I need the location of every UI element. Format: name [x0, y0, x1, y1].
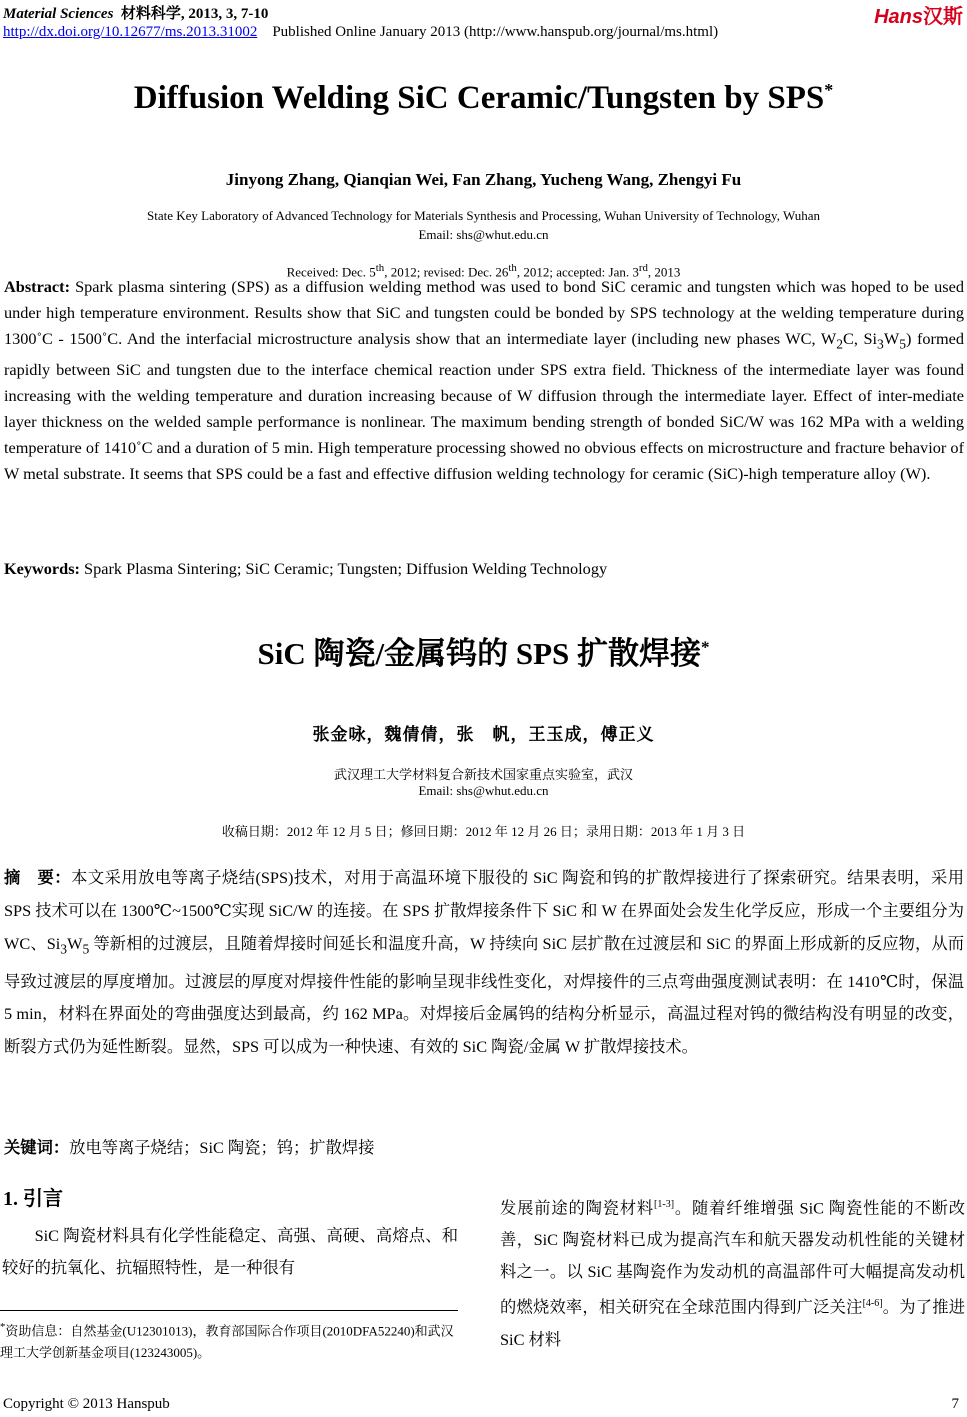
citation[interactable]: [1-3] — [654, 1199, 675, 1210]
zh-title-mark: * — [701, 637, 710, 657]
keywords-label: Keywords: — [4, 559, 80, 578]
footnote-text: 资助信息：自然基金(U12301013)，教育部国际合作项目(2010DFA52240)和武汉理工大学创新基金项目(123243005)。 — [0, 1323, 454, 1361]
keywords-text: Spark Plasma Sintering; SiC Ceramic; Tungsten; Diffusion Welding Technology — [79, 559, 608, 578]
title-footnote-mark: * — [824, 80, 834, 100]
date-part: Received: Dec. 5 — [286, 264, 376, 280]
text: 。随着纤维增强 SiC 陶瓷性能的不断改善，SiC 陶瓷材料已成为提高汽车和航天器发动机性能的关键材料之一。以 SiC 基陶瓷作为发动机的高温部件可大幅提高发动机的燃烧效率，相关研究在全球范围内得到广泛关注 — [500, 1198, 965, 1317]
sub: 3 — [877, 336, 884, 352]
title-text: Diffusion Welding SiC Ceramic/Tungsten by SPS — [133, 80, 825, 116]
zh-authors: 张金咏，魏倩倩，张 帆，王玉成，傅正义 — [312, 725, 655, 744]
sub: 3 — [60, 940, 68, 956]
abstract-text: ) formed rapidly between SiC and tungsten due to the interface chemical reaction under SPS extra field. Thickness of the intermediate layer was found increasing with the welding temperature and duration increasing because of W diffusion through the intermediate layer. Effect of inter-mediate layer thickness on the welded sample performance is nonlinear. The maximum bending strength of bonded SiC/W was 162 MPa with a welding temperature of 1410˚C and a duration of 5 min. High temperature processing showed no obvious effects on microstructure and fracture behavior of W metal substrate. It seems that SPS could be a fast and effective diffusion welding technology for ceramic (SiC)-high temperature alloy (W). — [4, 329, 964, 484]
date-sup: th — [508, 262, 517, 274]
citation[interactable]: [4-6] — [862, 1298, 883, 1310]
abstract — [4, 274, 964, 487]
zh-abstract-text: 等新相的过渡层，且随着焊接时间延长和温度升高，W 持续向 SiC 层扩散在过渡层和 SiC 的界面上形成新的反应物，从而导致过渡层的厚度增加。过渡层的厚度对焊接件性能的影响呈现非线性变化，对焊接件的三点弯曲强度测试表明：在 1410℃时，保温 5 min，材料在界面处的弯曲强度达到最高，约 162 MPa。对焊接后金属钨的结构分析显示，高温过程对钨的微结构没有明显的改变，断裂方式仍为延性断裂。显然，SPS 可以成为一种快速、有效的 SiC 陶瓷/金属 W 扩散焊接技术。 — [4, 933, 964, 1057]
journal-header — [3, 2, 268, 23]
abstract-text: Spark plasma sintering (SPS) as a diffusion welding method was used to bond SiC ceramic and tungsten which was hoped to be used under high temperature environment. Results show that SiC and tungsten could be bonded by SPS technology at the welding temperature during 1300˚C - 1500˚C. And the interfacial microstructure analysis show that an intermediate layer (including new phases WC, W — [4, 277, 964, 348]
sub: 2 — [836, 336, 843, 352]
zh-abstract-text: W — [67, 933, 83, 953]
footnote-divider — [0, 1310, 458, 1311]
date-part: , 2012; accepted: Jan. 3 — [516, 264, 639, 280]
publication-line — [3, 24, 718, 41]
footnote-mark: * — [0, 1321, 6, 1333]
authors: Jinyong Zhang, Qianqian Wei, Fan Zhang, Yucheng Wang, Zhengyi Fu — [225, 170, 742, 189]
date-part: , 2012; revised: Dec. 26 — [384, 264, 509, 280]
zh-keywords-label: 关键词： — [4, 1138, 70, 1157]
date-sup: th — [375, 262, 385, 274]
date-sup: rd — [638, 262, 648, 274]
paper-title — [0, 80, 967, 117]
zh-abstract-text: 本文采用放电等离子烧结(SPS)技术，对用于高温环境下服役的 SiC 陶瓷和钨的扩散焊接进行了探索研究。结果表明，采用 SPS 技术可以在 1300℃~1500℃实现 SiC/W 的连接。在 SPS 扩散焊接条件下 SiC 和 W 在界面处会发生化学反应，形成一个主要组分为 WC、Si — [4, 868, 964, 953]
text: 。为了推进 SiC 材料 — [500, 1297, 965, 1349]
zh-abstract-label: 摘 要： — [4, 868, 72, 887]
keywords — [4, 556, 964, 582]
text: 发展前途的陶瓷材料 — [500, 1198, 655, 1218]
zh-email: Email: shs@whut.edu.cn — [418, 783, 549, 798]
zh-keywords — [4, 1132, 964, 1165]
zh-affiliation: 武汉理工大学材料复合新技术国家重点实验室，武汉 — [333, 767, 633, 782]
hans-logo — [874, 0, 963, 29]
zh-keywords-text: 放电等离子烧结；SiC 陶瓷；钨；扩散焊接 — [69, 1138, 375, 1157]
page-number: 7 — [951, 1396, 959, 1412]
abstract-text: W — [883, 329, 900, 348]
intro-left-column: SiC 陶瓷材料具有化学性能稳定、高强、高硬、高熔点、和较好的抗氧化、抗辐照特性，是一种很有 — [2, 1226, 458, 1277]
journal-info: 材料科学, 2013, 3, 7-10 — [120, 6, 269, 22]
abstract-label: Abstract: — [4, 277, 71, 296]
doi-link[interactable]: http://dx.doi.org/10.12677/ms.2013.31002 — [3, 24, 258, 40]
zh-abstract — [4, 862, 964, 1064]
sub: 5 — [82, 940, 90, 956]
section-heading: 1. 引言 — [3, 1188, 63, 1210]
footnote — [0, 1316, 460, 1364]
logo-en: Hans — [874, 6, 923, 28]
journal-name: Material Sciences — [3, 6, 114, 22]
logo-zh: 汉斯 — [923, 6, 963, 28]
affiliation: State Key Laboratory of Advanced Technology for Materials Synthesis and Processing, Wuhan University of Technology, Wuhan — [147, 208, 820, 223]
zh-dates: 收稿日期：2012 年 12 月 5 日；修回日期：2012 年 12 月 26 日；录用日期：2013 年 1 月 3 日 — [221, 824, 746, 839]
published-info: Published Online January 2013 (http://www.hanspub.org/journal/ms.html) — [272, 24, 719, 40]
date-part: , 2013 — [647, 264, 681, 280]
intro-right-column — [500, 1189, 965, 1356]
sub: 5 — [899, 336, 907, 352]
email: Email: shs@whut.edu.cn — [418, 227, 549, 242]
abstract-text: C, Si — [843, 329, 878, 348]
zh-title-text: SiC 陶瓷/金属钨的 SPS 扩散焊接 — [257, 636, 702, 671]
copyright: Copyright © 2013 Hanspub — [3, 1396, 170, 1412]
zh-title — [0, 628, 967, 673]
